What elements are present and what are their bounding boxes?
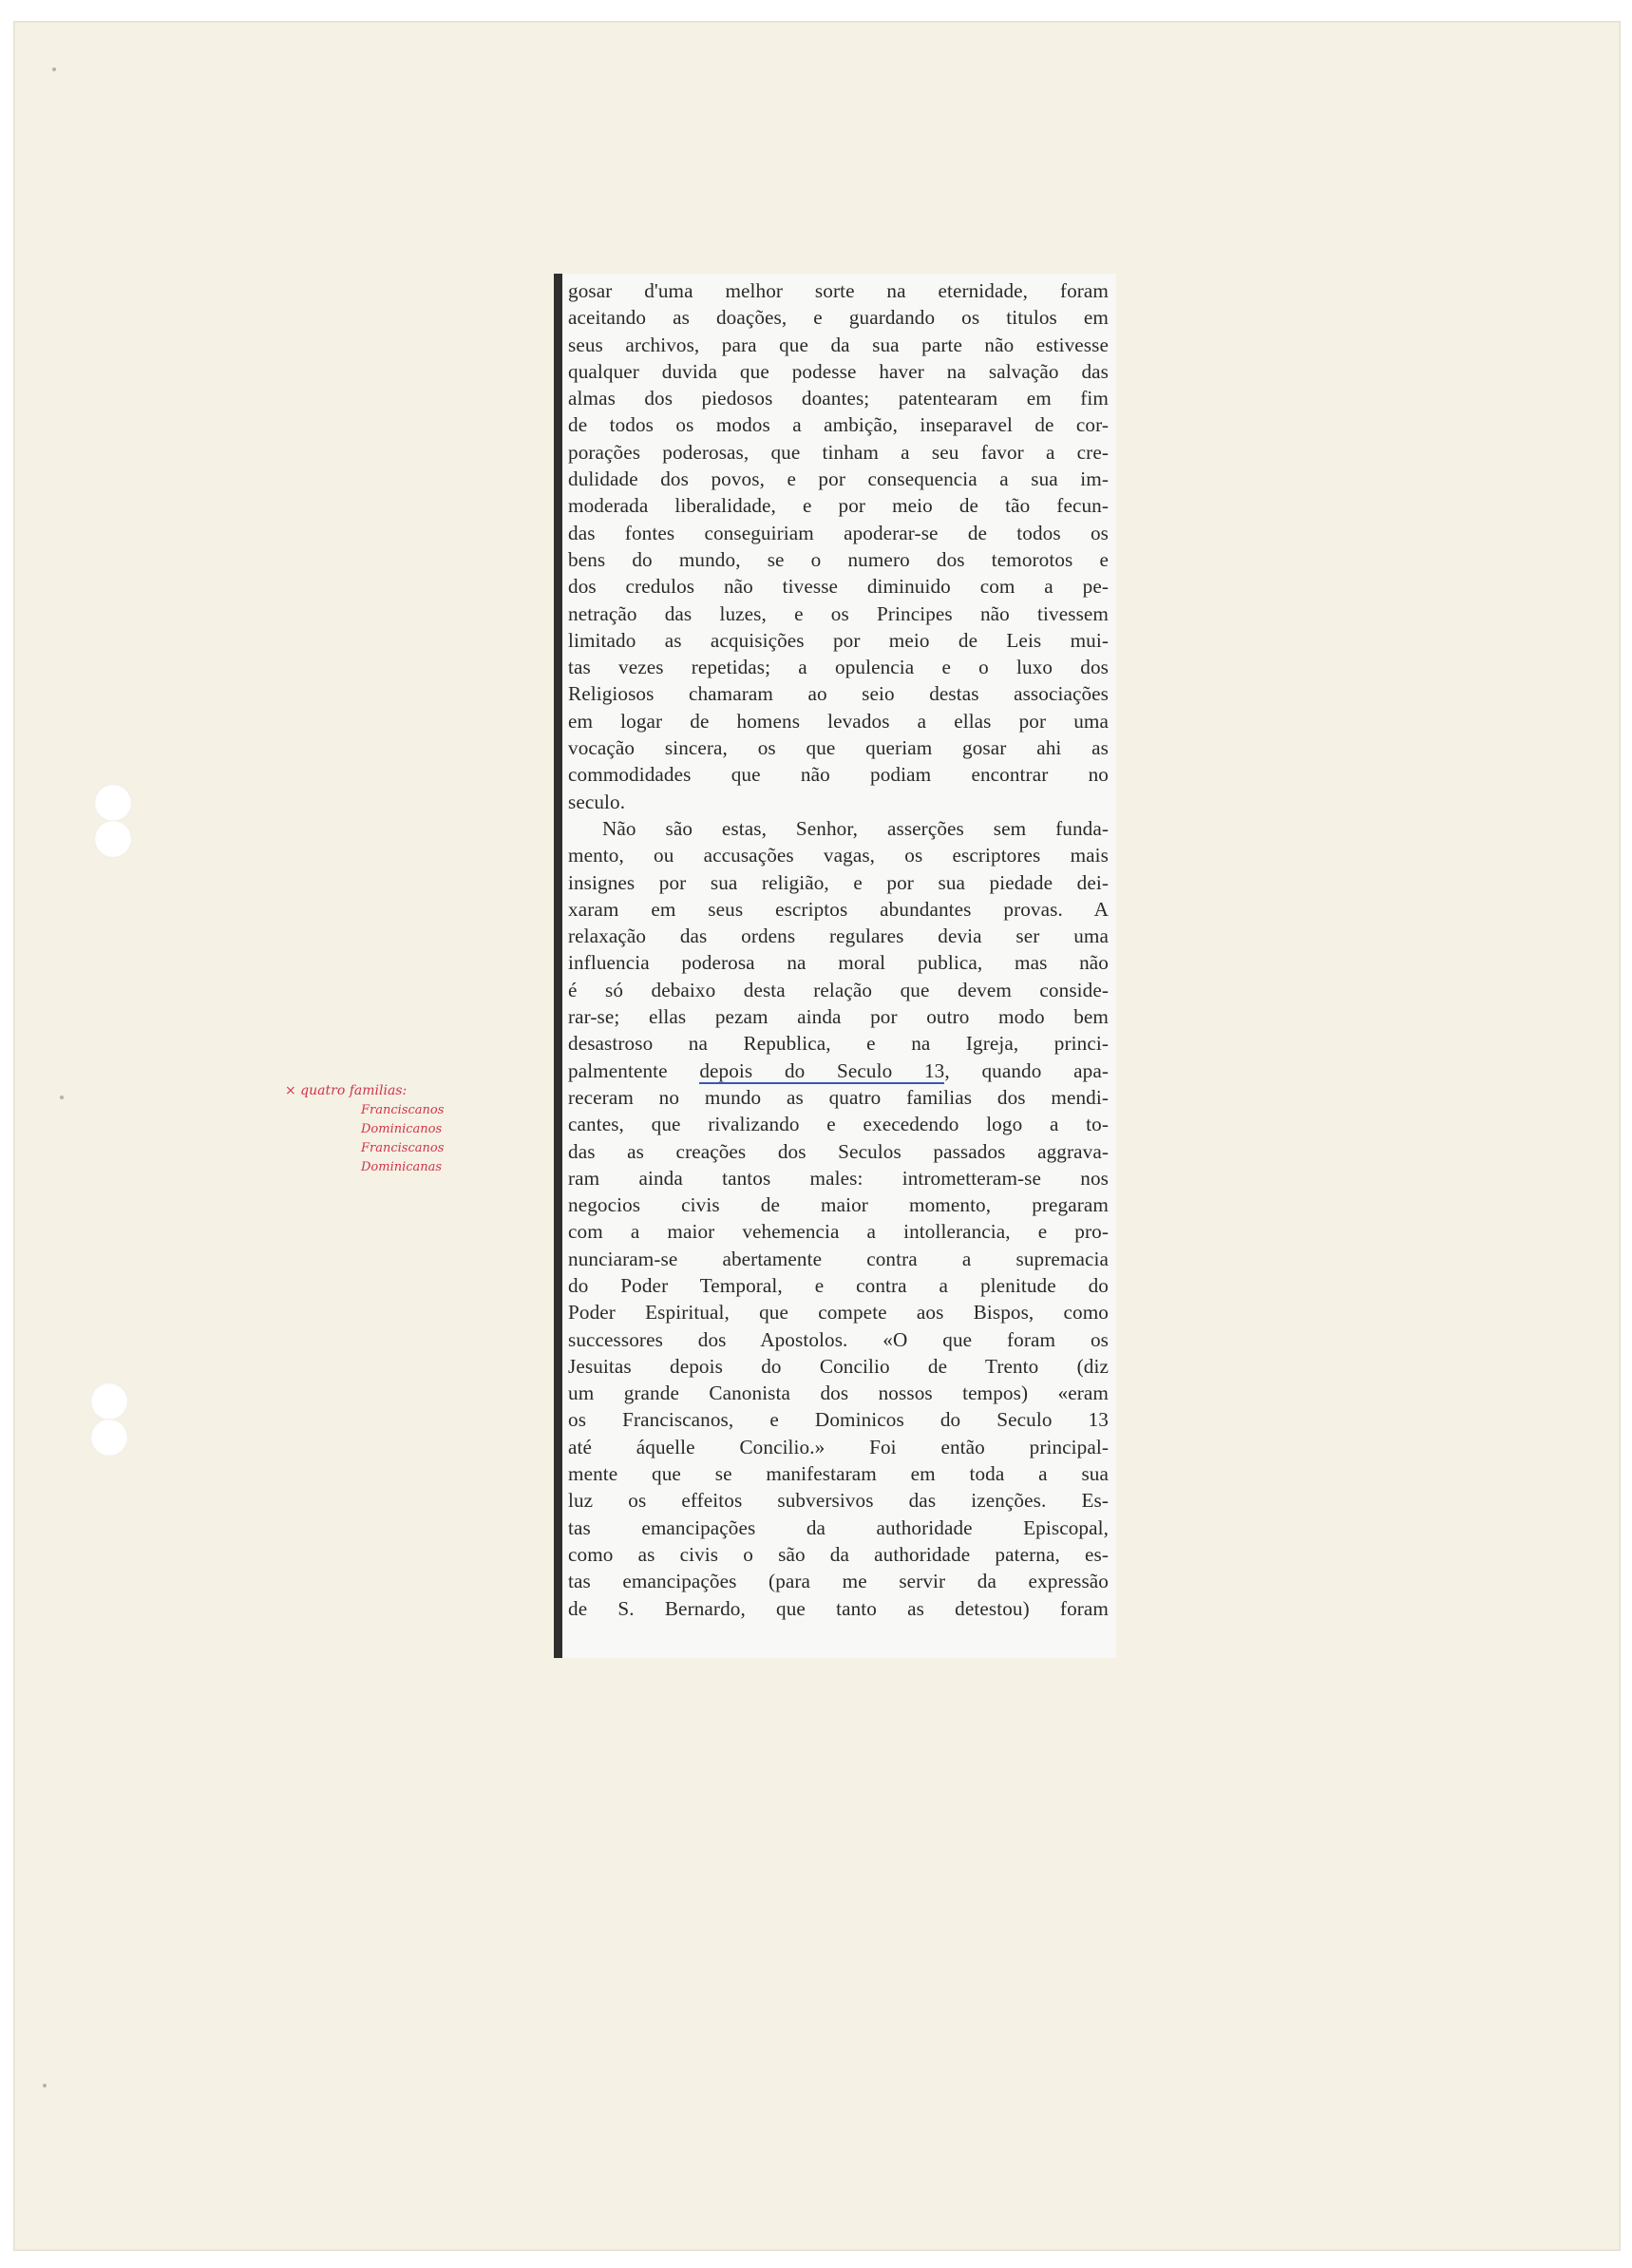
margin-note-item: Dominicanas xyxy=(361,1160,443,1174)
clipping-text-line: influencia poderosa na moral publica, mas não xyxy=(568,951,1109,975)
clipping-text-line: insignes por sua religião, e por sua piedade dei- xyxy=(568,870,1109,894)
clipping-text-line: das fontes conseguiriam apoderar-se de todos os xyxy=(568,521,1109,544)
clipping-text-line: successores dos Apostolos. «O que foram os xyxy=(568,1327,1109,1351)
clipping-text-line: aceitando as doações, e guardando os titulos em xyxy=(568,306,1109,330)
clipping-text-line: qualquer duvida que podesse haver na salvação das xyxy=(568,359,1109,383)
clipping-text-line: bens do mundo, se o numero dos temorotos e xyxy=(568,547,1109,571)
newspaper-clipping xyxy=(554,274,1116,1658)
clipping-text-line: tas emancipações da authoridade Episcopal, xyxy=(568,1515,1109,1539)
paper-speck xyxy=(52,67,56,71)
clipping-text-line: Jesuitas depois do Concilio de Trento (diz xyxy=(568,1354,1109,1378)
margin-note xyxy=(285,1080,494,1177)
clipping-text-line: seus archivos, para que da sua parte não estivesse xyxy=(568,333,1109,356)
clipping-text-line: os Franciscanos, e Dominicos do Seculo 13 xyxy=(568,1408,1109,1432)
margin-note-heading: × quatro familias: xyxy=(285,1083,408,1098)
clipping-text-line: seculo. xyxy=(568,790,626,813)
punch-hole-lower-a xyxy=(90,1382,128,1420)
clipping-text-line: é só debaixo desta relação que devem conside- xyxy=(568,978,1109,1001)
clipping-text-line: das as creações dos Seculos passados aggrava- xyxy=(568,1139,1109,1163)
clipping-text-line: porações poderosas, que tinham a seu favor a cre- xyxy=(568,440,1109,464)
clipping-text-line: vocação sincera, os que queriam gosar ahi as xyxy=(568,736,1109,760)
clipping-text-line: desastroso na Republica, e na Igreja, princi- xyxy=(568,1032,1109,1056)
clipping-text-line: de S. Bernardo, que tanto as detestou) foram xyxy=(568,1596,1109,1620)
clipping-text-line: mento, ou accusações vagas, os escriptores mais xyxy=(568,844,1109,867)
paper-speck xyxy=(43,2084,47,2087)
margin-note-item: Franciscanos xyxy=(361,1141,445,1155)
clipping-text-line: negocios civis de maior momento, pregaram xyxy=(568,1193,1109,1217)
clipping-text-line: Poder Espiritual, que compete aos Bispos, como xyxy=(568,1301,1109,1325)
clipping-text-line: um grande Canonista dos nossos tempos) «eram xyxy=(568,1382,1109,1405)
clipping-text-line: dos credulos não tivesse diminuido com a pe- xyxy=(568,575,1109,599)
clipping-text-line: luz os effeitos subversivos das izenções. Es- xyxy=(568,1489,1109,1513)
clipping-text-line: de todos os modos a ambição, inseparavel de cor- xyxy=(568,413,1109,437)
clipping-text-line: limitado as acquisições por meio de Leis mui- xyxy=(568,628,1109,652)
clipping-text-line: netração das luzes, e os Principes não tivessem xyxy=(568,601,1109,625)
paper-speck xyxy=(60,1096,64,1099)
clipping-text-line: até áquelle Concilio.» Foi então principal- xyxy=(568,1435,1109,1458)
clipping-text-line: nunciaram-se abertamente contra a supremacia xyxy=(568,1247,1109,1270)
clipping-text-line: tas emancipações (para me servir da expressão xyxy=(568,1570,1109,1593)
underlined-phrase: depois do Seculo 13 xyxy=(699,1058,945,1082)
clipping-text-line: commodidades que não podiam encontrar no xyxy=(568,763,1109,787)
margin-note-item: Dominicanos xyxy=(361,1122,443,1136)
clipping-text-line: Religiosos chamaram ao seio destas associações xyxy=(568,682,1109,706)
clipping-text-line: mente que se manifestaram em toda a sua xyxy=(568,1462,1109,1486)
clipping-text-line: como as civis o são da authoridade paterna, es- xyxy=(568,1542,1109,1566)
clipping-text-line: do Poder Temporal, e contra a plenitude do xyxy=(568,1273,1109,1297)
clipping-text-line: receram no mundo as quatro familias dos mendi- xyxy=(568,1085,1109,1109)
clipping-text-line: com a maior vehemencia a intollerancia, e pro- xyxy=(568,1220,1109,1244)
clipping-text-line: xaram em seus escriptos abundantes provas. A xyxy=(568,897,1109,921)
clipping-text-line: rar-se; ellas pezam ainda por outro modo bem xyxy=(568,1005,1109,1029)
clipping-text-line: em logar de homens levados a ellas por uma xyxy=(568,709,1109,733)
clipping-text-line: cantes, que rivalizando e execedendo logo a to- xyxy=(568,1113,1109,1136)
clipping-text-line: palmentente depois do Seculo 13, quando apa- xyxy=(568,1058,1109,1082)
clipping-text-line: ram ainda tantos males: intrometteram-se nos xyxy=(568,1166,1109,1190)
clipping-text-line: almas dos piedosos doantes; patentearam em fim xyxy=(568,387,1109,410)
punch-hole-upper-a xyxy=(94,784,132,822)
clipping-text-line: gosar d'uma melhor sorte na eternidade, foram xyxy=(568,279,1109,302)
clipping-text-line: Não são estas, Senhor, asserções sem funda- xyxy=(602,816,1109,840)
clipping-text-line: relaxação das ordens regulares devia ser uma xyxy=(568,924,1109,948)
punch-hole-lower-b xyxy=(90,1419,128,1457)
punch-hole-upper-b xyxy=(94,820,132,858)
clipping-text-line: tas vezes repetidas; a opulencia e o luxo dos xyxy=(568,656,1109,679)
clipping-text-line: dulidade dos povos, e por consequencia a sua im- xyxy=(568,467,1109,491)
margin-note-item: Franciscanos xyxy=(361,1103,445,1117)
clipping-text-line: moderada liberalidade, e por meio de tão fecun- xyxy=(568,494,1109,518)
